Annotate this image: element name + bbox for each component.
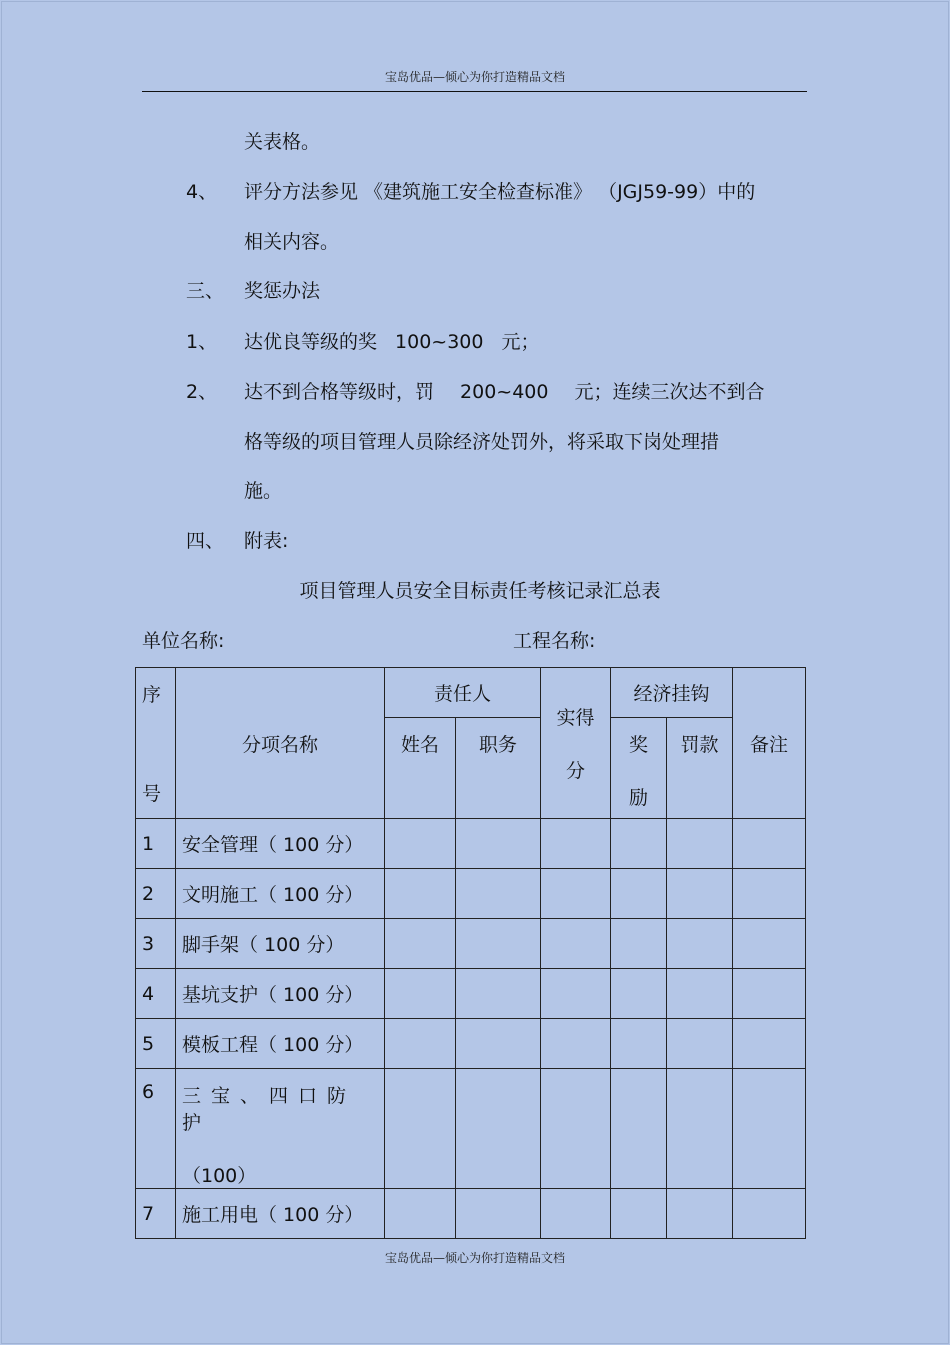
cell-item: 施工用电（ 100 分） [176, 1189, 385, 1239]
cell-item [176, 1069, 385, 1189]
assessment-table [135, 667, 806, 1239]
table-row [136, 1189, 806, 1239]
cell-no: 7 [136, 1189, 176, 1239]
table-row [136, 919, 806, 969]
table-row [136, 1069, 806, 1189]
header-penalty: 罚款 [667, 718, 733, 819]
item-number: 2、 [186, 381, 218, 403]
page-header: 宝岛优品—倾心为你打造精品文档 [384, 70, 565, 84]
header-responsible: 责任人 [385, 668, 541, 718]
header-text: 号 [142, 783, 162, 805]
header-text: 实得 [556, 707, 595, 729]
unit-name-label: 单位名称: [142, 630, 225, 652]
header-name: 姓名 [385, 718, 456, 819]
header-remarks: 备注 [733, 668, 806, 819]
header-item-name: 分项名称 [176, 668, 385, 819]
header-position: 职务 [456, 718, 541, 819]
cell-item: 模板工程（ 100 分） [176, 1019, 385, 1069]
cell-no: 1 [136, 819, 176, 869]
cell-no: 5 [136, 1019, 176, 1069]
amount: 200~400 [460, 381, 549, 403]
text-segment: 元；连续三次达不到合 [574, 381, 765, 403]
section-heading: 附表: [244, 530, 289, 552]
cell-no: 4 [136, 969, 176, 1019]
text-line [244, 330, 539, 354]
header-reward [611, 718, 667, 819]
page-footer: 宝岛优品—倾心为你打造精品文档 [384, 1251, 565, 1265]
cell-item: 脚手架（ 100 分） [176, 919, 385, 969]
text-line: 评分方法参见 《建筑施工安全检查标准》 （JGJ59-99）中的 [244, 181, 756, 203]
text-line: 相关内容。 [244, 231, 340, 253]
header-seq [136, 668, 176, 819]
text-line: 施。 [244, 480, 283, 502]
table-title: 项目管理人员安全目标责任考核记录汇总表 [299, 580, 661, 602]
text-line [244, 380, 764, 404]
cell-item: 文明施工（ 100 分） [176, 869, 385, 919]
header-text: 序 [142, 684, 162, 706]
header-text: 奖 [629, 734, 649, 756]
project-name-label: 工程名称: [513, 630, 596, 652]
section-heading: 奖惩办法 [244, 280, 321, 302]
header-score [541, 668, 611, 819]
text-segment: 达不到合格等级时，罚 [244, 381, 435, 403]
table-row [136, 869, 806, 919]
header-divider [142, 91, 807, 92]
table-row [136, 1019, 806, 1069]
cell-no: 6 [136, 1069, 176, 1189]
header-text: 励 [629, 787, 649, 809]
section-number: 四、 [186, 530, 225, 552]
text-line: 格等级的项目管理人员除经济处罚外，将采取下岗处理措 [244, 431, 720, 453]
cell-item: 安全管理（ 100 分） [176, 819, 385, 869]
table-row [136, 819, 806, 869]
header-economic: 经济挂钩 [611, 668, 733, 718]
cell-item: 基坑支护（ 100 分） [176, 969, 385, 1019]
text-line: 关表格。 [244, 131, 321, 153]
item-number: 4、 [186, 181, 218, 203]
cell-no: 3 [136, 919, 176, 969]
text-segment: 元； [501, 331, 540, 353]
cell-item-line: （100） [182, 1165, 257, 1187]
text-segment: 达优良等级的奖 [244, 331, 378, 353]
header-text: 分 [566, 760, 586, 782]
cell-no: 2 [136, 869, 176, 919]
item-number: 1、 [186, 331, 218, 353]
amount: 100~300 [395, 331, 484, 353]
cell-item-line: 三宝、四口防护 [182, 1085, 357, 1134]
table-row [136, 969, 806, 1019]
section-number: 三、 [186, 280, 225, 302]
